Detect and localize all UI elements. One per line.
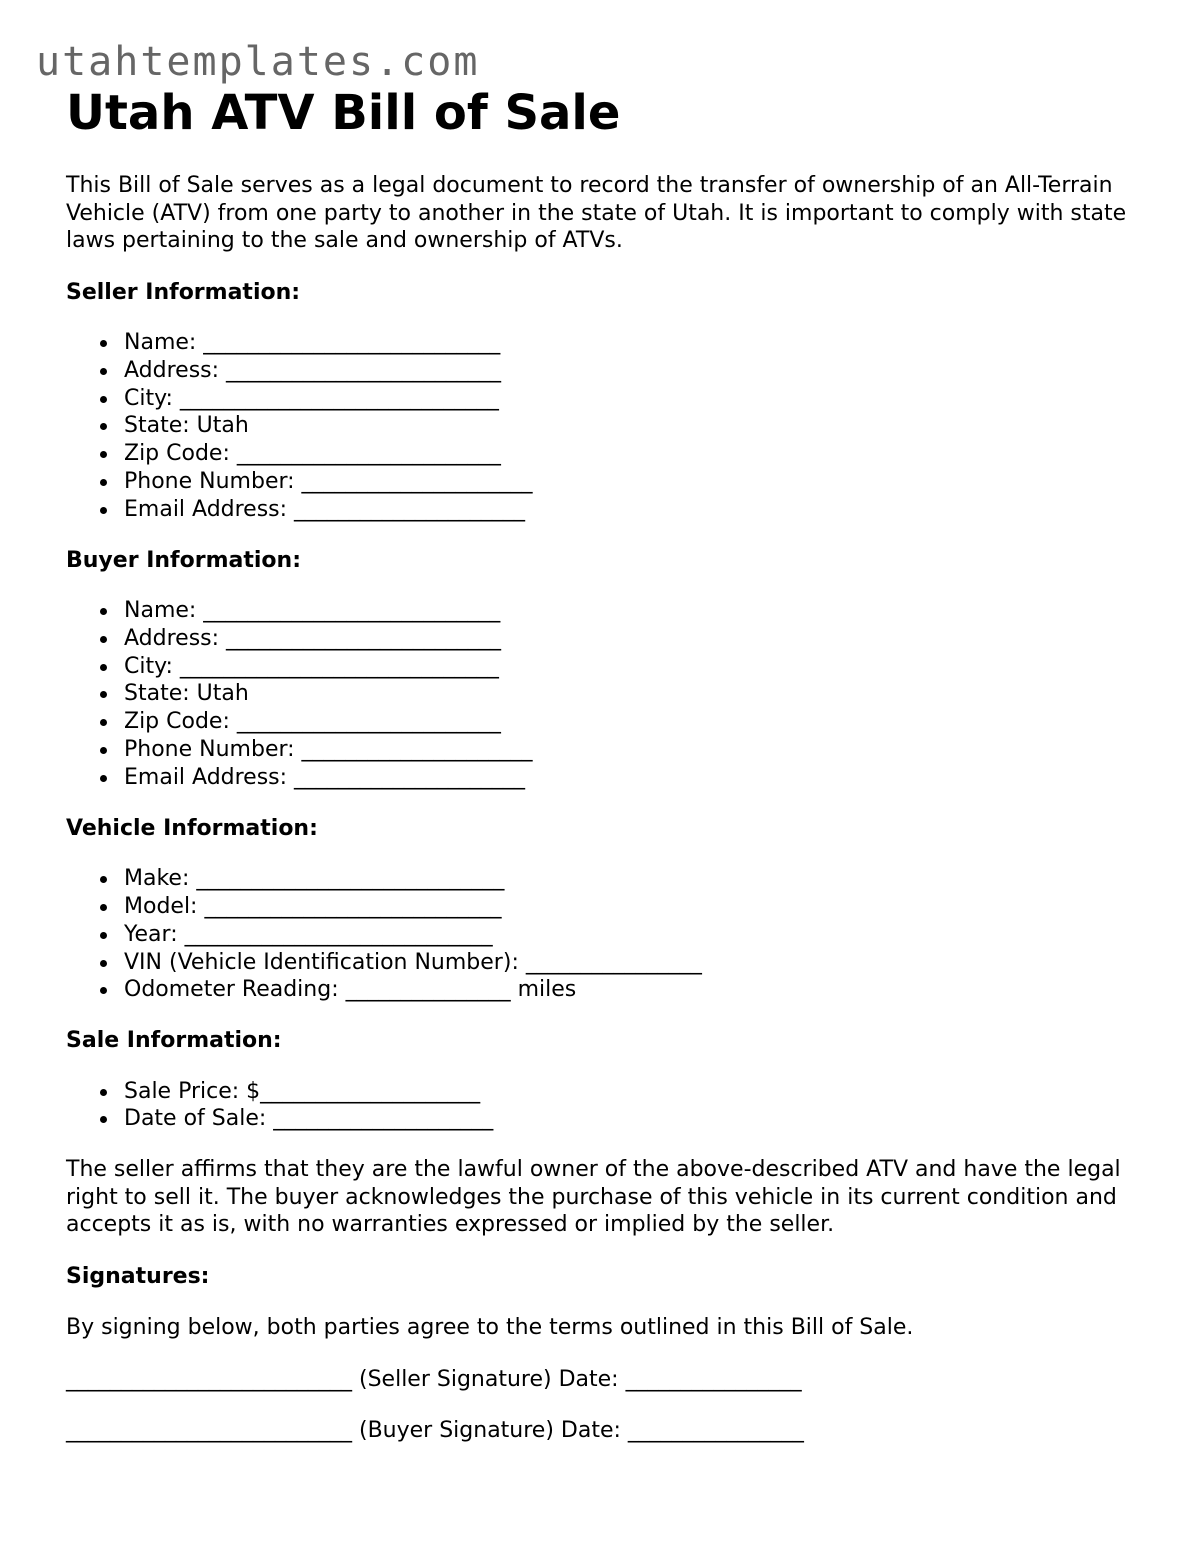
seller-name-field[interactable]: Name: ___________________________ [124,329,1136,357]
page-title: Utah ATV Bill of Sale [66,85,621,141]
seller-state-field: State: Utah [124,412,1136,440]
buyer-email-field[interactable]: Email Address: _____________________ [124,764,1136,792]
seller-heading: Seller Information: [66,279,301,305]
seller-zip-field[interactable]: Zip Code: ________________________ [124,440,1136,468]
seller-city-field[interactable]: City: _____________________________ [124,385,1136,413]
vehicle-make-field[interactable]: Make: ____________________________ [124,865,1136,893]
document-body [66,84,1136,1445]
buyer-heading: Buyer Information: [66,547,301,573]
buyer-signature-line[interactable]: __________________________ (Buyer Signature) Date: ________________ [66,1418,804,1444]
buyer-name-field[interactable]: Name: ___________________________ [124,597,1136,625]
buyer-address-field[interactable]: Address: _________________________ [124,625,1136,653]
sale-list [66,1078,1136,1134]
vehicle-odometer-field[interactable]: Odometer Reading: _______________ miles [124,976,1136,1004]
seller-address-field[interactable]: Address: _________________________ [124,357,1136,385]
sale-price-field[interactable]: Sale Price: $____________________ [124,1078,1136,1106]
sale-heading: Sale Information: [66,1028,282,1054]
vehicle-year-field[interactable]: Year: ____________________________ [124,921,1136,949]
buyer-list [66,597,1136,792]
signatures-intro: By signing below, both parties agree to the terms outlined in this Bill of Sale. [66,1315,914,1341]
buyer-city-field[interactable]: City: _____________________________ [124,653,1136,681]
vehicle-list [66,865,1136,1004]
buyer-state-field: State: Utah [124,680,1136,708]
seller-list [66,329,1136,524]
seller-phone-field[interactable]: Phone Number: _____________________ [124,468,1136,496]
vehicle-vin-field[interactable]: VIN (Vehicle Identification Number): ________________ [124,949,1136,977]
seller-signature-line[interactable]: __________________________ (Seller Signature) Date: ________________ [66,1366,802,1392]
signatures-heading: Signatures: [66,1263,210,1289]
buyer-zip-field[interactable]: Zip Code: ________________________ [124,708,1136,736]
sale-date-field[interactable]: Date of Sale: ____________________ [124,1105,1136,1133]
watermark: utahtemplates.com [36,39,480,85]
buyer-phone-field[interactable]: Phone Number: _____________________ [124,736,1136,764]
affirmation-paragraph: The seller affirms that they are the lawful owner of the above-described ATV and have the legal right to sell it. The buyer acknowledges the purchase of this vehicle in its current condition and accepts it as is, with no warranties expressed or implied by the seller. [66,1157,1121,1238]
seller-email-field[interactable]: Email Address: _____________________ [124,496,1136,524]
vehicle-heading: Vehicle Information: [66,815,318,841]
vehicle-model-field[interactable]: Model: ___________________________ [124,893,1136,921]
intro-paragraph: This Bill of Sale serves as a legal document to record the transfer of ownership of an All-Terrain Vehicle (ATV) from one party to another in the state of Utah. It is important to comply with state laws pertaining to the sale and ownership of ATVs. [66,173,1127,253]
